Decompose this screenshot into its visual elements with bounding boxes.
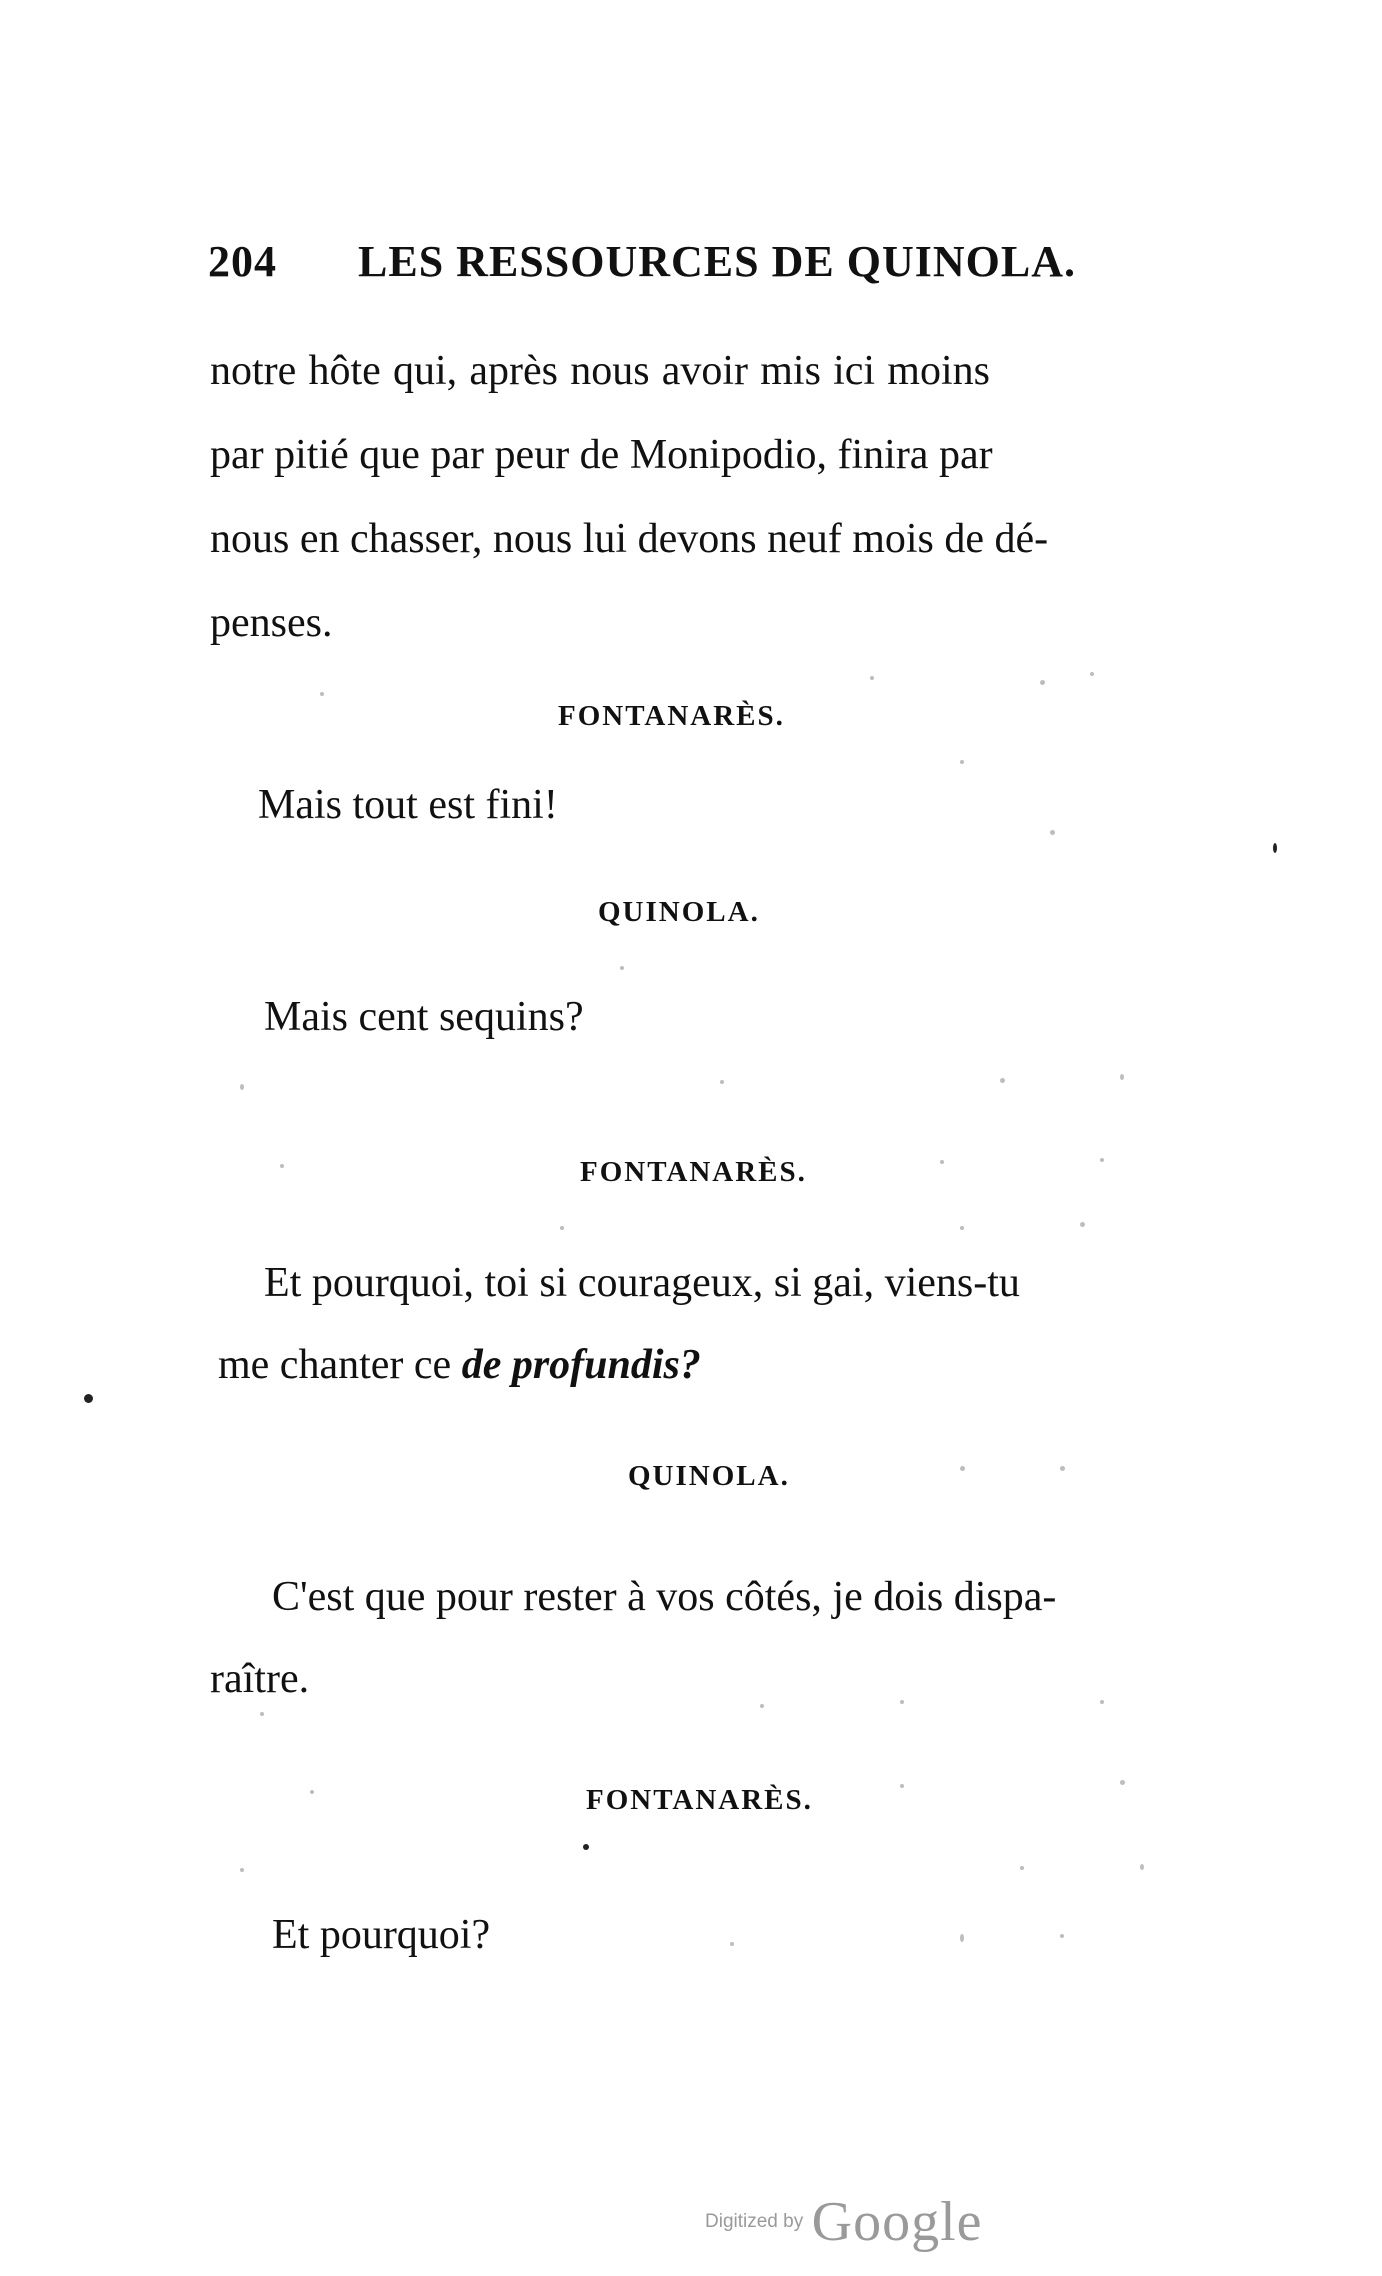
scan-speck: [960, 1934, 964, 1942]
speaker-name: FONTANARÈS.: [580, 1156, 807, 1188]
scan-speck: [730, 1942, 734, 1946]
scan-speck: [84, 1394, 93, 1403]
dialogue-line: Et pourquoi?: [272, 1912, 491, 1958]
scan-speck: [1000, 1078, 1005, 1083]
scan-speck: [620, 966, 624, 970]
paragraph-line: C'est que pour rester à vos côtés, je dois dispa-: [272, 1574, 1057, 1620]
digitized-watermark: [705, 2190, 983, 2254]
scan-speck: [720, 1080, 724, 1084]
digitized-label: Digitized by: [705, 2211, 804, 2232]
scan-speck: [1120, 1780, 1125, 1785]
scan-speck: [1080, 1222, 1085, 1227]
scan-speck: [1060, 1934, 1064, 1938]
line-text: me chanter ce: [218, 1342, 462, 1388]
page-header: [208, 236, 1076, 296]
scan-speck: [1020, 1866, 1024, 1870]
scan-speck: [1273, 843, 1277, 853]
scan-speck: [240, 1868, 244, 1872]
scan-speck: [1050, 830, 1055, 835]
scan-speck: [1120, 1074, 1124, 1080]
speaker-name: FONTANARÈS.: [586, 1784, 813, 1816]
paragraph-line: penses.: [210, 600, 333, 646]
scan-speck: [560, 1226, 564, 1230]
italic-phrase: de profundis?: [461, 1342, 701, 1388]
scan-speck: [1060, 1466, 1065, 1471]
scan-speck: [1100, 1158, 1104, 1162]
scan-speck: [583, 1844, 589, 1850]
scan-speck: [870, 676, 874, 680]
scan-speck: [760, 1704, 764, 1708]
speaker-name: QUINOLA.: [628, 1460, 790, 1492]
scan-speck: [1090, 672, 1094, 676]
scan-speck: [280, 1164, 284, 1168]
google-logo: Google: [811, 2191, 983, 2253]
paragraph-line: nous en chasser, nous lui devons neuf mois de dé-: [210, 516, 1049, 562]
scan-speck: [1100, 1700, 1104, 1704]
scan-speck: [900, 1700, 904, 1704]
scan-speck: [900, 1784, 904, 1788]
speaker-name: FONTANARÈS.: [558, 700, 785, 732]
scan-speck: [960, 1466, 965, 1471]
running-title: LES RESSOURCES DE QUINOLA.: [358, 237, 1076, 286]
page-number: 204: [208, 237, 277, 286]
scan-speck: [1040, 680, 1045, 685]
paragraph-line: par pitié que par peur de Monipodio, finira par: [210, 432, 993, 478]
scan-speck: [320, 692, 324, 696]
dialogue-line: Mais cent sequins?: [264, 994, 584, 1040]
paragraph-line: notre hôte qui, après nous avoir mis ici moins: [210, 348, 990, 394]
speaker-name: QUINOLA.: [598, 896, 760, 928]
scan-speck: [1140, 1864, 1144, 1870]
paragraph-line: Et pourquoi, toi si courageux, si gai, viens-tu: [264, 1260, 1020, 1306]
scan-speck: [260, 1712, 264, 1716]
scan-speck: [240, 1084, 244, 1090]
paragraph-line: [218, 1344, 701, 1386]
dialogue-line: Mais tout est fini!: [258, 782, 558, 828]
scan-speck: [960, 1226, 964, 1230]
paragraph-line: raître.: [210, 1656, 310, 1702]
scan-speck: [940, 1160, 944, 1164]
scan-speck: [310, 1790, 314, 1794]
scan-speck: [960, 760, 964, 764]
